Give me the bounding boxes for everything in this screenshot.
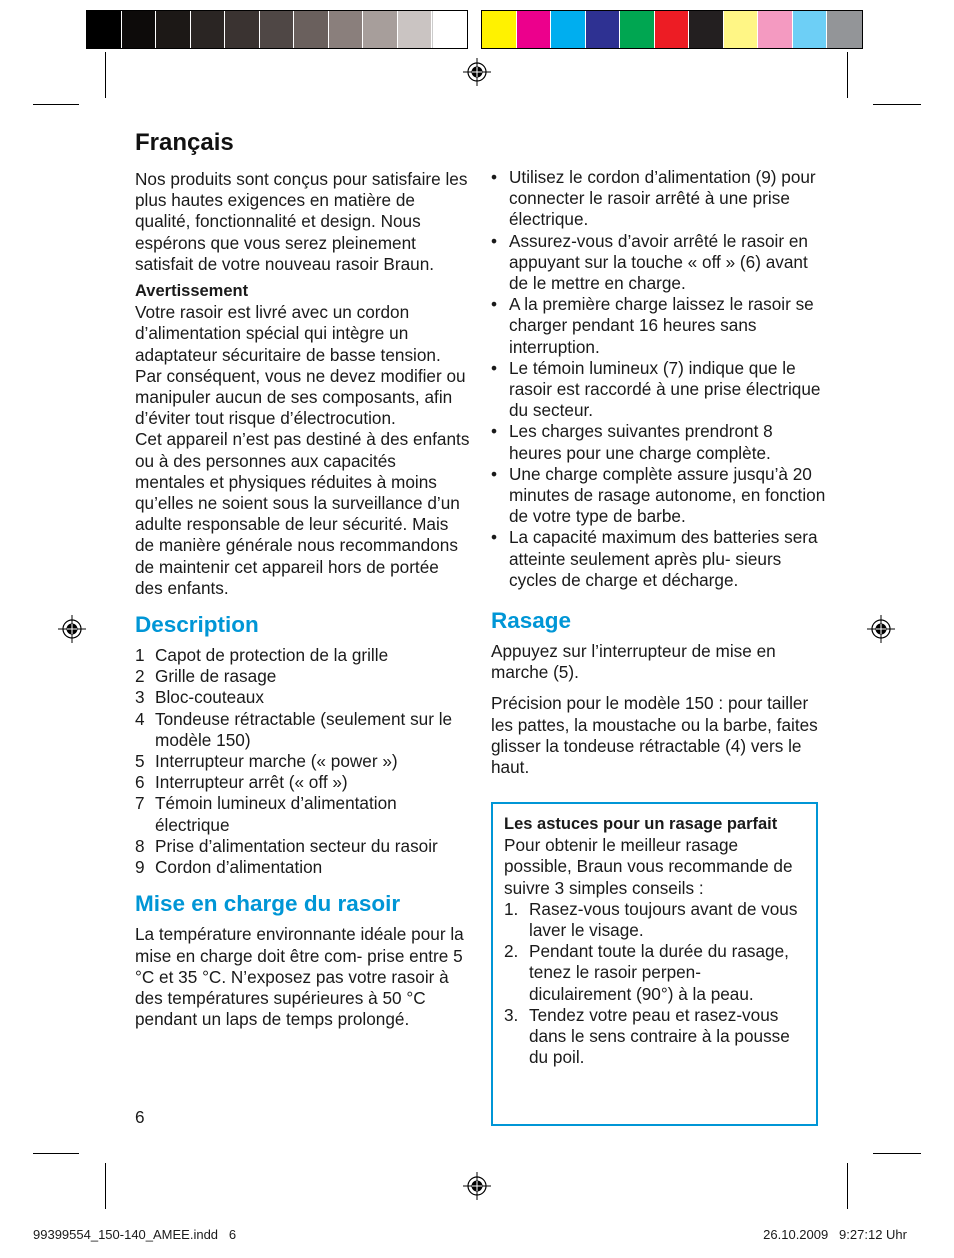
- swatch: [724, 11, 759, 48]
- swatch: [827, 11, 862, 48]
- list-item: 7 Témoin lumineux d’alimentation électrique: [135, 793, 397, 835]
- description-list: [135, 645, 470, 878]
- right-column: [491, 167, 826, 778]
- warning-paragraph: Votre rasoir est livré avec un cordon d’alimentation spécial qui intègre un adaptateur sécuritaire de basse tension. Par conséquent, vous ne devez modifier ou manipuler aucun de ses composants, afin d’éviter tout risque d’électrocution.: [135, 302, 466, 429]
- footer-filename: 99399554_150-140_AMEE.indd 6: [33, 1227, 237, 1242]
- swatch: [363, 11, 398, 48]
- description-heading: Description: [135, 612, 259, 638]
- crop-mark: [33, 104, 79, 105]
- swatch: [294, 11, 329, 48]
- registration-mark-icon: [866, 614, 896, 644]
- shaving-paragraph: Appuyez sur l’interrupteur de mise en marche (5).: [491, 641, 776, 683]
- list-item: • Les charges suivantes prendront 8 heures pour une charge complète.: [491, 421, 773, 463]
- tips-heading: Les astuces pour un rasage parfait: [504, 815, 778, 833]
- list-item: • Assurez-vous d’avoir arrêté le rasoir en appuyant sur la touche « off » (6) avant de le mettre en charge.: [491, 230, 808, 294]
- charging-paragraph: La température environnante idéale pour la mise en charge doit être com- prise entre 5 °C et 35 °C. N’exposez pas votre rasoir à des températures supérieures à 50 °C pendant un laps de temps prolongé.: [135, 924, 464, 1030]
- list-item: • A la première charge laissez le rasoir se charger pendant 16 heures sans interruption.: [491, 294, 814, 357]
- swatch: [156, 11, 191, 48]
- swatch: [517, 11, 552, 48]
- model-150-paragraph: Précision pour le modèle 150 : pour tailler les pattes, la moustache ou la barbe, faites glisser la tondeuse rétractable (4) vers le haut.: [491, 693, 818, 778]
- shaving-heading: Rasage: [491, 608, 572, 634]
- list-item: 6 Interrupteur arrêt (« off »): [135, 772, 348, 793]
- list-item: 4 Tondeuse rétractable (seulement sur le modèle 150): [135, 708, 453, 750]
- swatch: [793, 11, 828, 48]
- crop-mark: [105, 52, 106, 98]
- swatch: [87, 11, 122, 48]
- list-item: • Une charge complète assure jusqu’à 20 minutes de rasage autonome, en fonction de votre type de barbe.: [491, 463, 826, 527]
- list-item: 1 Capot de protection de la grille: [135, 645, 389, 666]
- swatch: [689, 11, 724, 48]
- intro-paragraph: Nos produits sont conçus pour satisfaire les plus hautes exigences en matière de qualité, fonctionnalité et design. Nous espérons que vous serez pleinement satisfait de votre nouveau rasoir Braun.: [135, 169, 468, 274]
- registration-mark-icon: [462, 1171, 492, 1201]
- crop-mark: [105, 1163, 106, 1209]
- grayscale-color-bar: [86, 10, 468, 49]
- list-item: 2. Pendant toute la durée du rasage, tenez le rasoir perpen- diculairement (90°) à la peau.: [504, 941, 789, 1004]
- crop-mark: [873, 1153, 921, 1154]
- tips-list: [504, 899, 804, 1069]
- swatch: [329, 11, 364, 48]
- list-item: 8 Prise d’alimentation secteur du rasoir: [135, 835, 438, 856]
- tips-box: [491, 802, 818, 1126]
- swatch: [655, 11, 690, 48]
- crop-mark: [847, 1163, 848, 1209]
- swatch: [260, 11, 295, 48]
- crop-mark: [847, 52, 848, 98]
- swatch: [758, 11, 793, 48]
- swatch: [122, 11, 157, 48]
- list-item: • La capacité maximum des batteries sera atteinte seulement après plu- sieurs cycles de charge et décharge.: [491, 527, 818, 590]
- swatch: [586, 11, 621, 48]
- page-number: 6: [135, 1107, 145, 1127]
- registration-mark-icon: [462, 57, 492, 87]
- list-item: 1. Rasez-vous toujours avant de vous laver le visage.: [504, 898, 798, 941]
- charging-bullet-list: [491, 167, 826, 591]
- swatch: [482, 11, 517, 48]
- swatch: [225, 11, 260, 48]
- list-item: 5 Interrupteur marche (« power »): [135, 751, 398, 772]
- tips-intro: Pour obtenir le meilleur rasage possible, Braun vous recommande de suivre 3 simples conseils :: [504, 835, 793, 898]
- list-item: • Le témoin lumineux (7) indique que le rasoir est raccordé à une prise électrique du secteur.: [491, 357, 821, 421]
- list-item: 3 Bloc-couteaux: [135, 687, 264, 708]
- footer-timestamp: 26.10.2009 9:27:12 Uhr: [763, 1227, 907, 1242]
- registration-mark-icon: [57, 614, 87, 644]
- crop-mark: [33, 1153, 79, 1154]
- list-item: 2 Grille de rasage: [135, 666, 277, 687]
- swatch: [191, 11, 226, 48]
- swatch: [551, 11, 586, 48]
- crop-mark: [873, 104, 921, 105]
- list-item: 9 Cordon d’alimentation: [135, 857, 323, 878]
- children-warning-paragraph: Cet appareil n’est pas destiné à des enfants ou à des personnes aux capacités mentales et physiques réduites à moins qu’elles ne soient sous la surveillance d’un adulte responsable de leur sécurité. Mais de manière générale nous recommandons de maintenir cet appareil hors de portée des enfants.: [135, 429, 470, 598]
- warning-heading: Avertissement: [135, 282, 249, 301]
- list-item: • Utilisez le cordon d’alimentation (9) pour connecter le rasoir arrêté à une prise électrique.: [491, 167, 816, 230]
- swatch: [398, 11, 433, 48]
- swatch: [432, 11, 467, 48]
- swatch: [620, 11, 655, 48]
- left-column: [135, 128, 470, 1030]
- list-item: 3. Tendez votre peau et rasez-vous dans le sens contraire à la pousse du poil.: [504, 1004, 790, 1068]
- page-title: Français: [135, 129, 234, 156]
- charging-heading: Mise en charge du rasoir: [135, 891, 401, 917]
- process-color-bar: [481, 10, 863, 49]
